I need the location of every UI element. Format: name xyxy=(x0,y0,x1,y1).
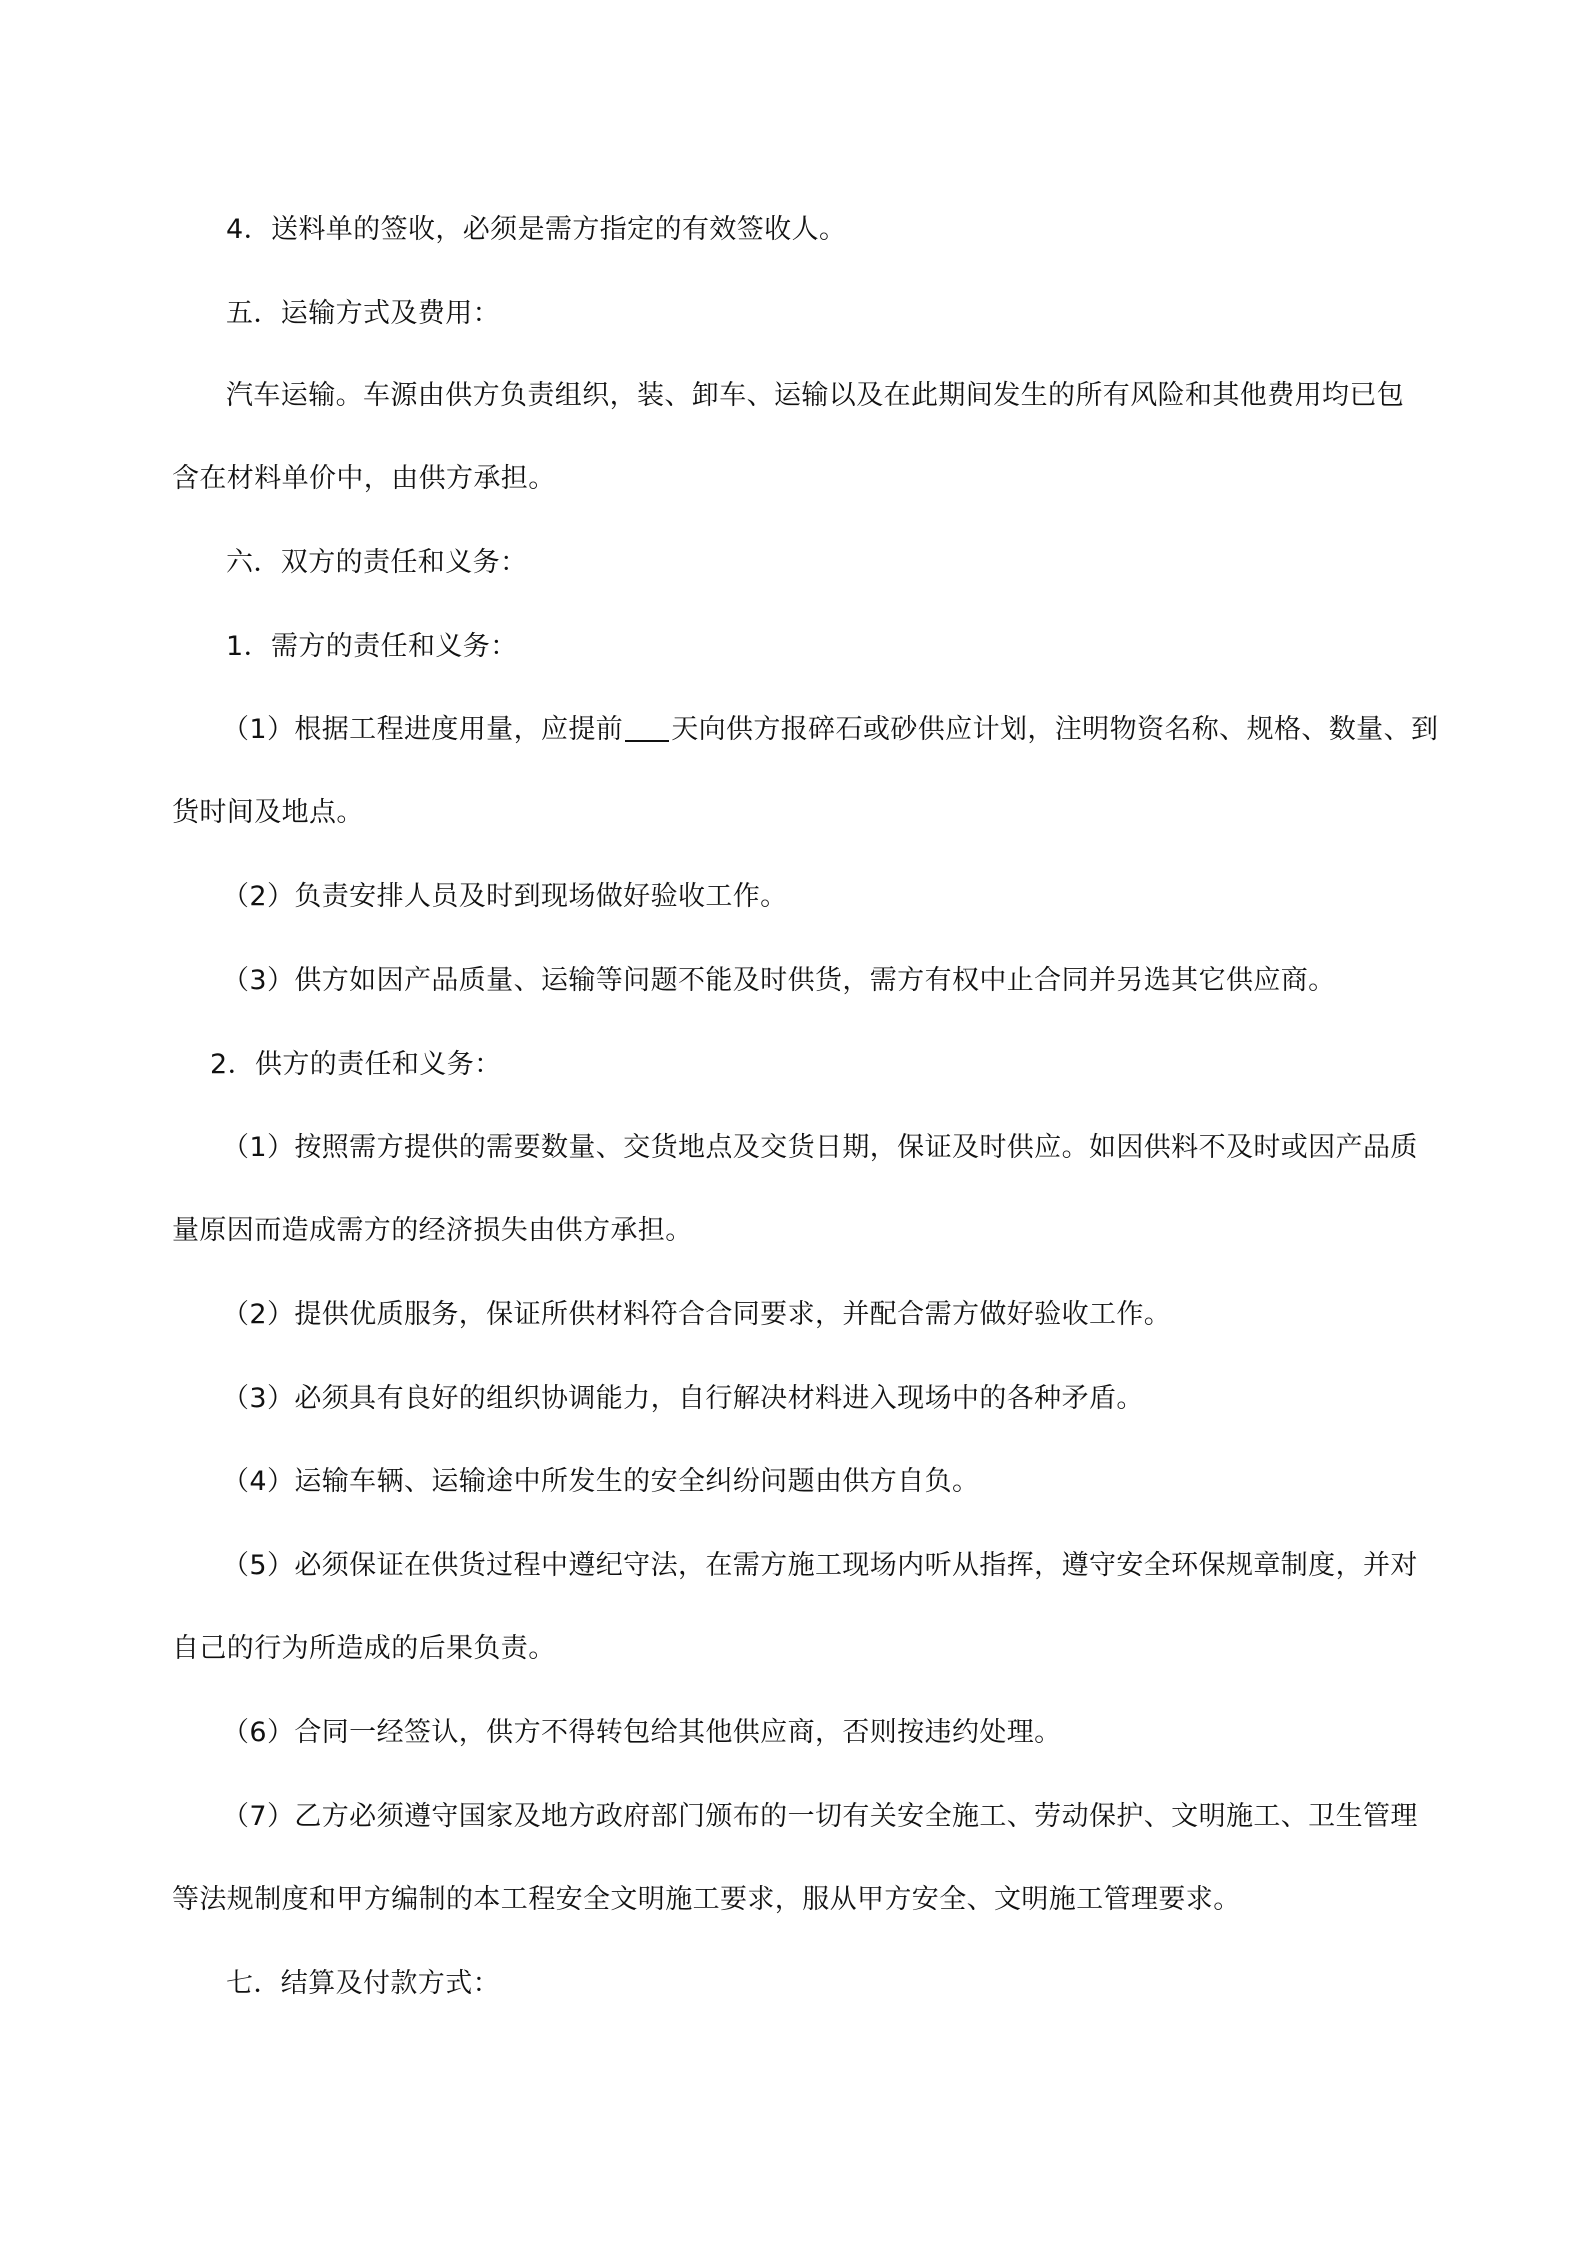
paragraph: （5）必须保证在供货过程中遵纪守法，在需方施工现场内听从指挥，遵守安全环保规章制度，并对 xyxy=(222,1550,1418,1581)
subsection-heading: 2．供方的责任和义务： xyxy=(210,1049,502,1080)
fill-in-blank xyxy=(625,712,669,742)
paragraph: （4）运输车辆、运输途中所发生的安全纠纷问题由供方自负。 xyxy=(222,1466,980,1497)
section-heading: 五．运输方式及费用： xyxy=(226,298,500,329)
paragraph: 含在材料单价中，由供方承担。 xyxy=(172,463,556,494)
paragraph: 等法规制度和甲方编制的本工程安全文明施工要求，服从甲方安全、文明施工管理要求。 xyxy=(172,1884,1241,1915)
section-heading: 六．双方的责任和义务： xyxy=(226,547,528,578)
paragraph: （3）供方如因产品质量、运输等问题不能及时供货，需方有权中止合同并另选其它供应商。 xyxy=(222,965,1336,996)
paragraph: 货时间及地点。 xyxy=(172,797,364,828)
clause-text: 天向供方报碎石或砂供应计划，注明物资名称、规格、数量、到 xyxy=(671,714,1439,745)
paragraph: （7）乙方必须遵守国家及地方政府部门颁布的一切有关安全施工、劳动保护、文明施工、卫生管理 xyxy=(222,1801,1418,1832)
subsection-heading: 1．需方的责任和义务： xyxy=(226,631,518,662)
clause-text: （1）根据工程进度用量，应提前 xyxy=(222,714,624,745)
section-heading: 七．结算及付款方式： xyxy=(226,1968,500,1999)
paragraph: （2）负责安排人员及时到现场做好验收工作。 xyxy=(222,881,788,912)
paragraph: 4．送料单的签收，必须是需方指定的有效签收人。 xyxy=(226,214,847,245)
paragraph: （3）必须具有良好的组织协调能力，自行解决材料进入现场中的各种矛盾。 xyxy=(222,1383,1144,1414)
paragraph: （1）按照需方提供的需要数量、交货地点及交货日期，保证及时供应。如因供料不及时或因产品质 xyxy=(222,1132,1418,1163)
paragraph: 汽车运输。车源由供方负责组织，装、卸车、运输以及在此期间发生的所有风险和其他费用均已包 xyxy=(226,380,1405,411)
paragraph: （2）提供优质服务，保证所供材料符合合同要求，并配合需方做好验收工作。 xyxy=(222,1299,1172,1330)
paragraph xyxy=(222,712,1438,748)
paragraph: （6）合同一经签认，供方不得转包给其他供应商，否则按违约处理。 xyxy=(222,1717,1062,1748)
paragraph: 自己的行为所造成的后果负责。 xyxy=(172,1633,556,1664)
paragraph: 量原因而造成需方的经济损失由供方承担。 xyxy=(172,1215,693,1246)
